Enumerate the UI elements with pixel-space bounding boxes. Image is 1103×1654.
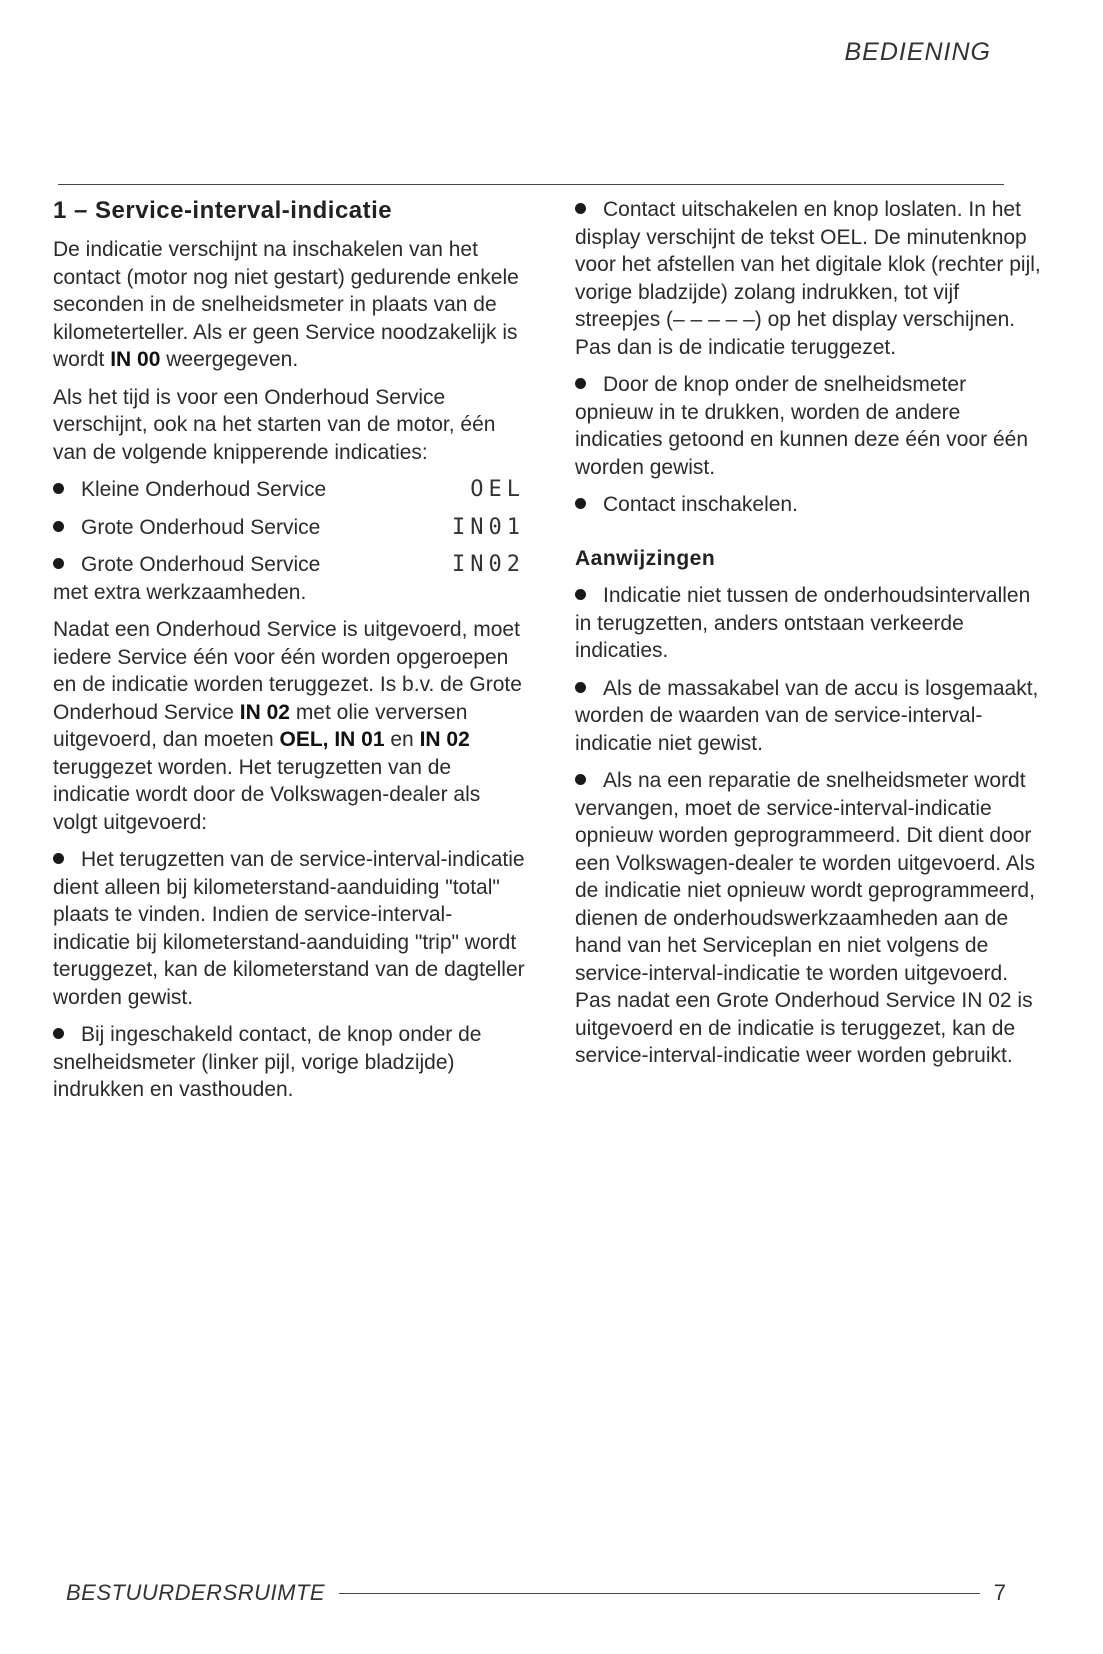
service-item — [53, 551, 525, 579]
reset-code: IN 02 — [239, 700, 290, 724]
bullet-item — [575, 196, 1045, 361]
flashing-paragraph: Als het tijd is voor een Onderhoud Service verschijnt, ook na het starten van de motor, één van de volgende knipperende indicaties: — [53, 385, 496, 464]
note-text: Als na een reparatie de snelheidsmeter wordt vervangen, moet de service-interval-indicatie opnieuw worden geprogrammeerd. Dit dient door een Volkswagen-dealer te worden uitgevoerd. Als de indicatie niet opnieuw wordt geprogrammeerd, dienen de onderhoudswerkzaamheden aan de hand van het Serviceplan en niet volgens de service-interval-indicatie te worden uitgevoerd. Pas nadat een Grote Onderhoud Service IN 02 is uitgevoerd en de indicatie is teruggezet, kan de service-interval-indicatie weer worden gebruikt. — [575, 769, 1035, 1067]
reset-code: IN 01 — [334, 728, 385, 751]
intro-paragraph — [53, 236, 525, 374]
bullet-icon — [575, 589, 586, 600]
service-label: Kleine Onderhoud Service — [81, 478, 327, 501]
service-item — [53, 514, 525, 542]
note-text: Als de massakabel van de accu is losgemaakt, worden de waarden van de service-interval-indicatie niet gewist. — [575, 676, 1039, 755]
service-label: Grote Onderhoud Service — [81, 515, 321, 539]
footer-divider — [339, 1593, 980, 1594]
reset-text: en — [384, 728, 420, 751]
reset-text: met olie verversen uitgevoerd, dan moeten — [53, 700, 468, 751]
reset-text: Nadat een Onderhoud Service is uitgevoerd, moet iedere Service één voor één worden opgeroepen en de indicatie worden teruggezet. Is b.v. de Grote Onderhoud Service — [53, 618, 522, 724]
bullet-icon — [575, 203, 586, 214]
bullet-text: Contact inschakelen. — [603, 493, 798, 516]
service-extra: met extra werkzaamheden. — [53, 580, 307, 604]
bullet-item — [575, 371, 1045, 481]
lcd-code: IN02 — [452, 552, 525, 577]
bullet-icon — [53, 853, 64, 864]
page-number: 7 — [993, 1580, 1006, 1605]
top-divider — [58, 184, 1004, 185]
service-item — [53, 476, 525, 504]
bullet-item — [53, 1021, 525, 1104]
intro-text: De indicatie verschijnt na inschakelen van het contact (motor nog niet gestart) gedurende enkele seconden in de snelheidsmeter in plaats van de kilometerteller. Als er geen Service noodzakelijk is wordt — [53, 238, 519, 371]
note-text: Indicatie niet tussen de onderhoudsintervallen in terugzetten, anders ontstaan verkeerde indicaties. — [575, 584, 1031, 662]
footer-section: BESTUURDERSRUIMTE — [66, 1580, 326, 1605]
bullet-icon — [53, 521, 64, 532]
bullet-text: Contact uitschakelen en knop loslaten. In het display verschijnt de tekst OEL. De minutenknop voor het afstellen van het digitale klok (rechter pijl, vorige bladzijde) zolang indrukken, tot vijf streepjes (– – – – –) op het display verschijnen. Pas dan is de indicatie teruggezet. — [575, 198, 1041, 359]
note-item — [575, 582, 1045, 665]
bullet-icon — [575, 774, 586, 785]
bullet-icon — [53, 1028, 64, 1039]
reset-code: OEL — [279, 728, 323, 751]
reset-code: IN 02 — [419, 728, 470, 751]
bullet-icon — [575, 498, 586, 509]
page-footer — [66, 1578, 1006, 1608]
reset-paragraph — [53, 616, 525, 836]
service-label: Grote Onderhoud Service — [81, 553, 321, 576]
bullet-icon — [575, 378, 586, 389]
right-column — [575, 196, 1045, 1080]
note-item — [575, 675, 1045, 758]
reset-text: teruggezet worden. Het terugzetten van de indicatie wordt door de Volkswagen-dealer als volgt uitgevoerd: — [53, 755, 481, 834]
bullet-icon — [575, 682, 586, 693]
lcd-code: IN01 — [452, 514, 525, 540]
left-column — [53, 196, 525, 1114]
bullet-icon — [53, 558, 64, 569]
lcd-code: OEL — [470, 477, 525, 502]
bullet-text: Bij ingeschakeld contact, de knop onder de snelheidsmeter (linker pijl, vorige bladzijde) indrukken en vasthouden. — [53, 1023, 482, 1101]
reset-separator: , — [322, 728, 335, 751]
section-title: 1 – Service-interval-indicatie — [53, 197, 393, 224]
chapter-header: BEDIENING — [844, 38, 991, 66]
bullet-icon — [53, 483, 64, 494]
bullet-item — [53, 846, 525, 1011]
note-item — [575, 767, 1045, 1070]
bullet-text: Door de knop onder de snelheidsmeter opnieuw in te drukken, worden de andere indicaties getoond en kunnen deze één voor één worden gewist. — [575, 373, 1029, 479]
bullet-item — [575, 491, 1045, 519]
intro-text-end: weergegeven. — [160, 348, 299, 371]
bullet-text: Het terugzetten van de service-interval-indicatie dient alleen bij kilometerstand-aanduiding "total" plaats te vinden. Indien de service-interval-indicatie bij kilometerstand-aanduiding "trip" wordt teruggezet, kan de kilometerstand van de dagteller worden gewist. — [53, 848, 525, 1009]
intro-code: IN 00 — [110, 348, 161, 371]
notes-heading: Aanwijzingen — [575, 546, 716, 570]
